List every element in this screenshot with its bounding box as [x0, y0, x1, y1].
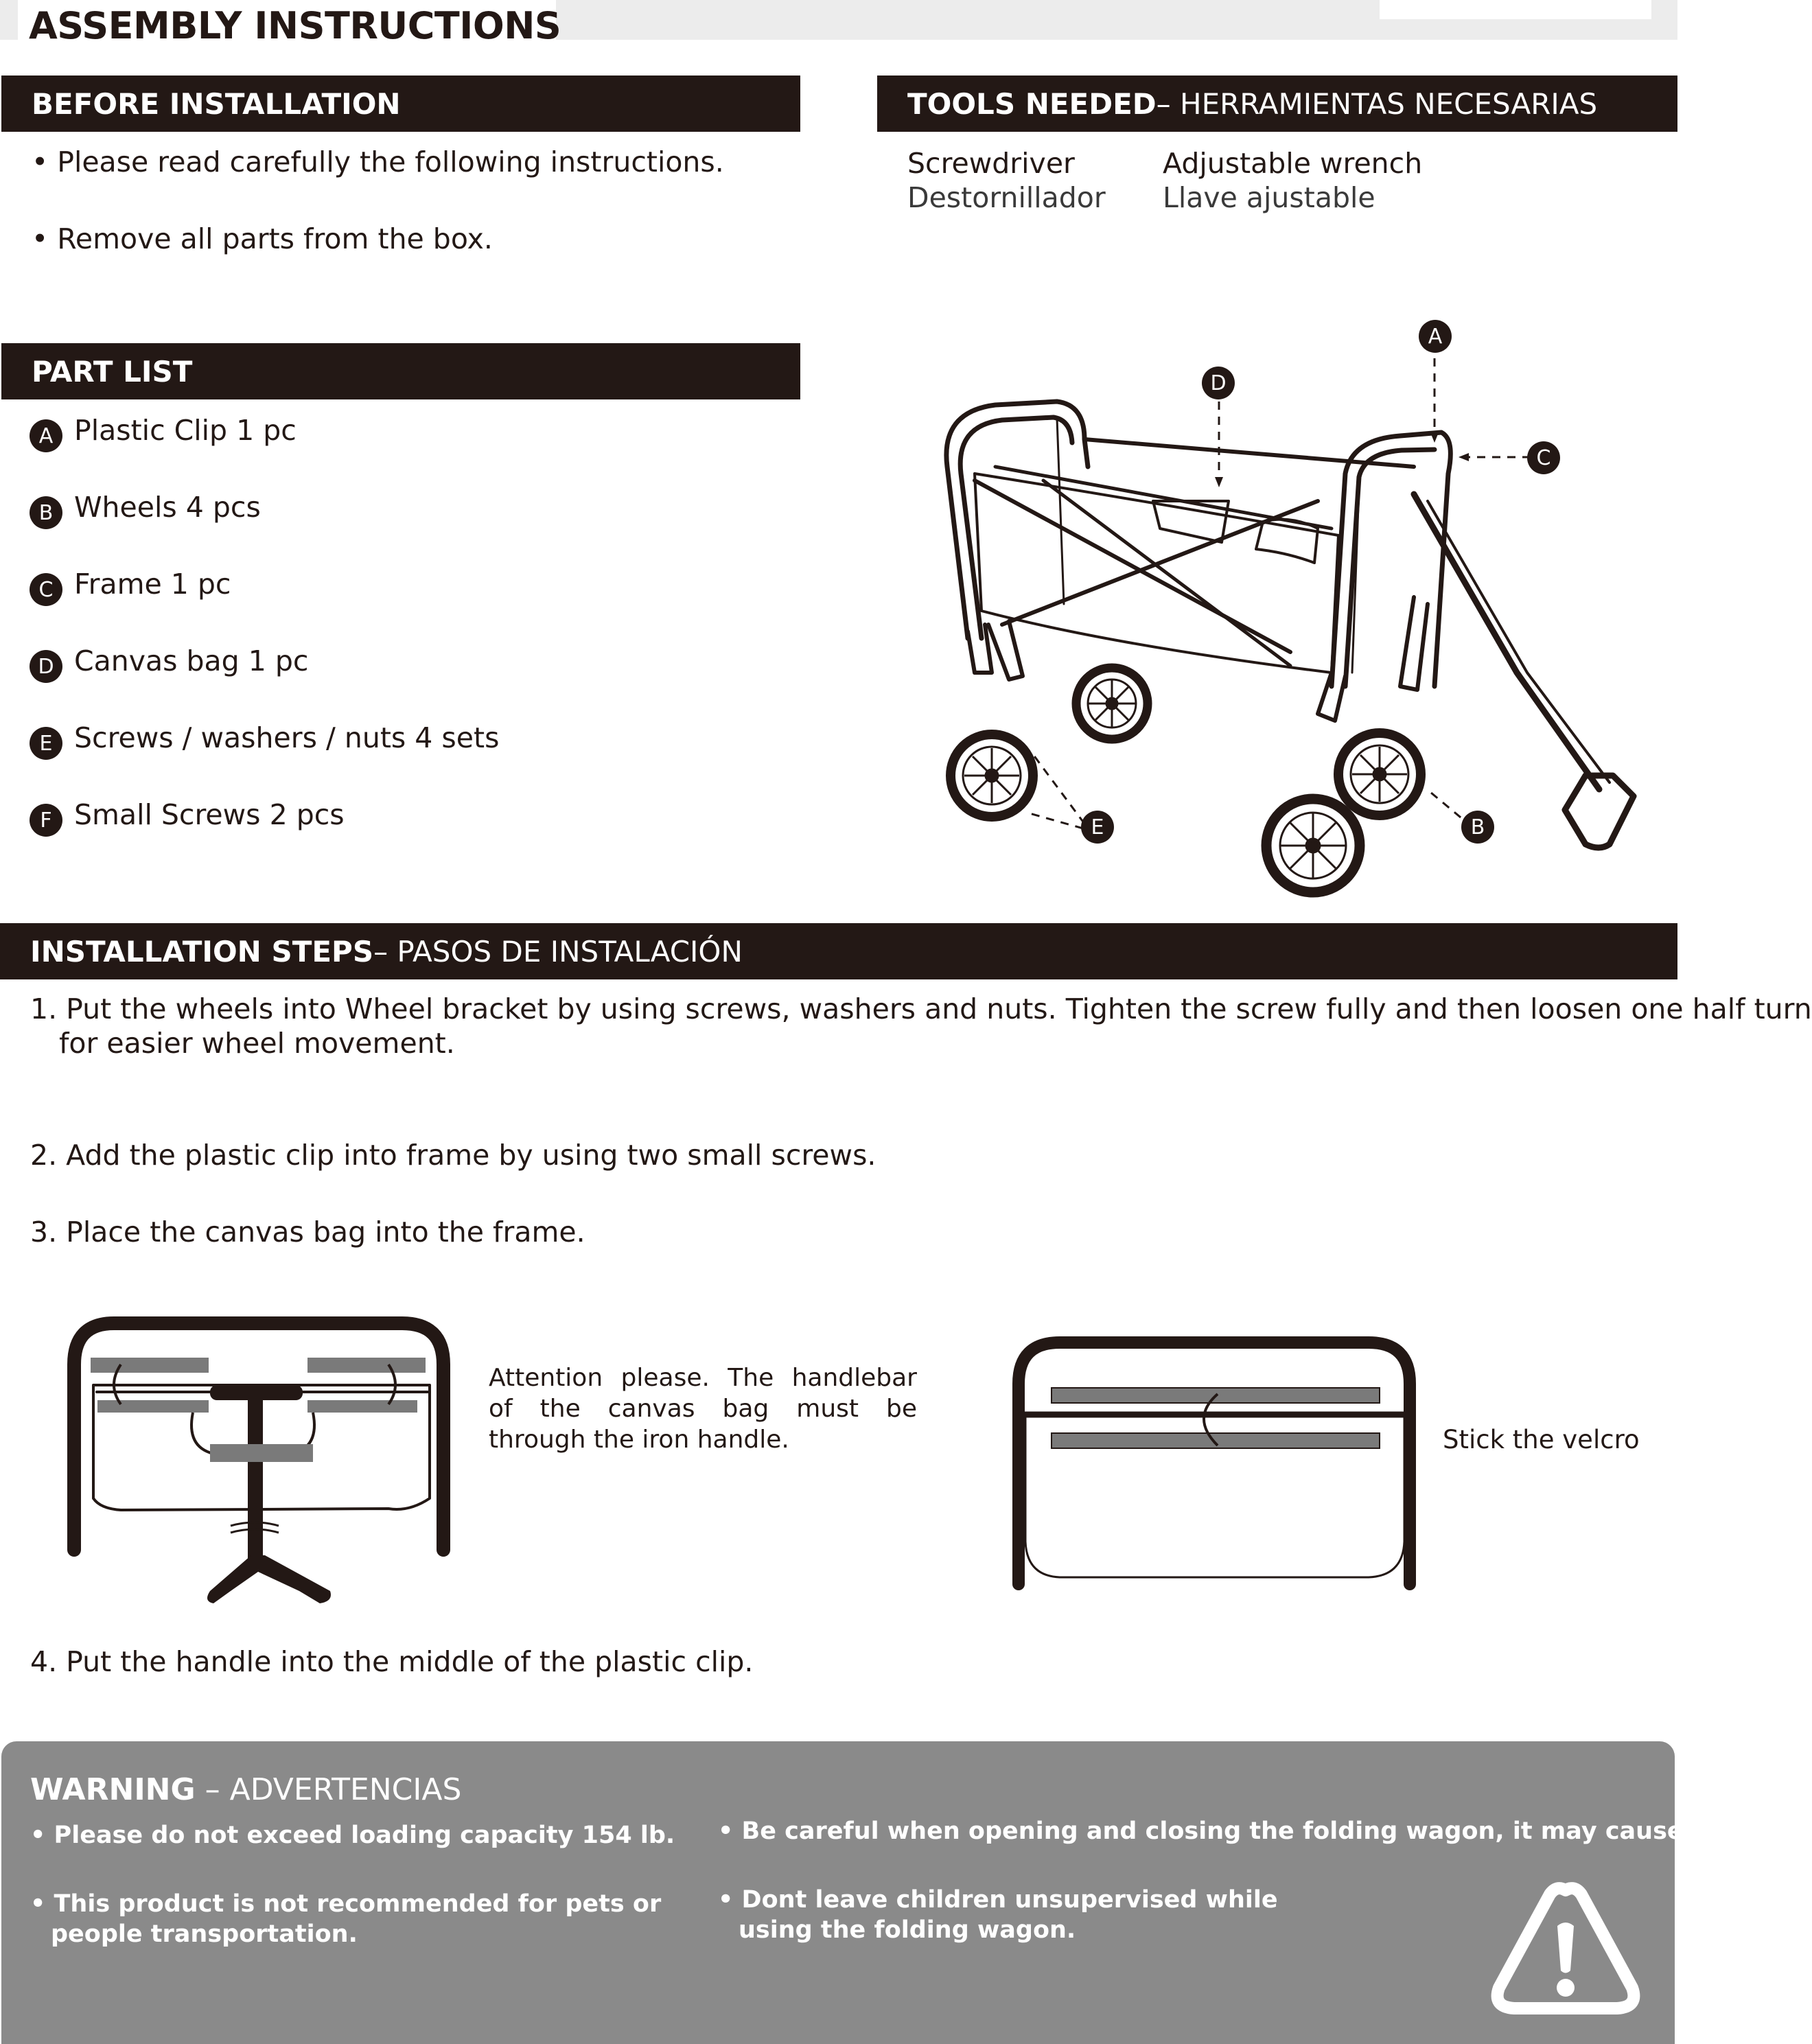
velcro-note: Stick the velcro	[1443, 1425, 1640, 1454]
part-list-heading: PART LIST	[1, 343, 800, 399]
part-badge-f: F	[30, 804, 62, 837]
before-item-1: • Please read carefully the following instructions.	[32, 146, 724, 178]
tool-wrench: Adjustable wrench	[1163, 147, 1423, 180]
callout-a: A	[1419, 320, 1452, 353]
tool-screwdriver-es: Destornillador	[907, 181, 1106, 214]
part-badge-a: A	[30, 419, 62, 452]
step-4: 4. Put the handle into the middle of the plastic clip.	[30, 1645, 754, 1678]
step-2: 2. Add the plastic clip into frame by using two small screws.	[30, 1139, 876, 1172]
page-title: ASSEMBLY INSTRUCTIONS	[29, 4, 561, 47]
before-item-2: • Remove all parts from the box.	[32, 222, 493, 255]
part-badge-d: D	[30, 650, 62, 683]
before-installation-heading: BEFORE INSTALLATION	[1, 76, 800, 132]
callout-d: D	[1202, 367, 1235, 399]
step-1-line-1: 1. Put the wheels into Wheel bracket by using screws, washers and nuts. Tighten the screw fully and then loosen one half turn	[30, 992, 1812, 1025]
tool-wrench-es: Llave ajustable	[1163, 181, 1375, 214]
part-label-b: Wheels 4 pcs	[74, 491, 261, 524]
warning-triangle-icon	[1487, 1878, 1645, 2022]
part-label-c: Frame 1 pc	[74, 568, 231, 601]
warning-item-4: • Dont leave children unsupervised while using the folding wagon.	[718, 1886, 1278, 1944]
warning-item-1: • Please do not exceed loading capacity 154 lb.	[30, 1822, 675, 1849]
warning-item-2: • This product is not recommended for pets or people transportation.	[30, 1890, 662, 1948]
tool-screwdriver: Screwdriver	[907, 147, 1075, 180]
callout-e: E	[1081, 811, 1114, 844]
callout-c: C	[1527, 441, 1560, 474]
step-3: 3. Place the canvas bag into the frame.	[30, 1216, 585, 1249]
step-1-line-2: for easier wheel movement.	[59, 1027, 455, 1060]
attention-note: Attention please. The handlebar of the canvas bag must be through the iron handle.	[489, 1364, 917, 1454]
part-label-f: Small Screws 2 pcs	[74, 798, 345, 831]
warning-item-3: • Be careful when opening and closing the folding wagon, it may cause injuries.	[718, 1817, 1802, 1845]
part-badge-c: C	[30, 573, 62, 606]
part-badge-b: B	[30, 496, 62, 529]
part-label-a: Plastic Clip 1 pc	[74, 414, 297, 447]
velcro-illustration	[1012, 1336, 1418, 1588]
installation-steps-heading: INSTALLATION STEPS – PASOS DE INSTALACIÓN	[0, 923, 1677, 979]
top-corner-blank	[1380, 0, 1651, 19]
callout-b: B	[1461, 811, 1494, 844]
wagon-diagram	[906, 302, 1675, 906]
part-label-d: Canvas bag 1 pc	[74, 644, 309, 677]
tools-heading: TOOLS NEEDED – HERRAMIENTAS NECESARIAS	[877, 76, 1677, 132]
part-badge-e: E	[30, 727, 62, 760]
part-label-e: Screws / washers / nuts 4 sets	[74, 721, 500, 754]
warning-heading: WARNING – ADVERTENCIAS	[30, 1772, 462, 1807]
canvas-bag-handle-illustration	[66, 1316, 457, 1608]
